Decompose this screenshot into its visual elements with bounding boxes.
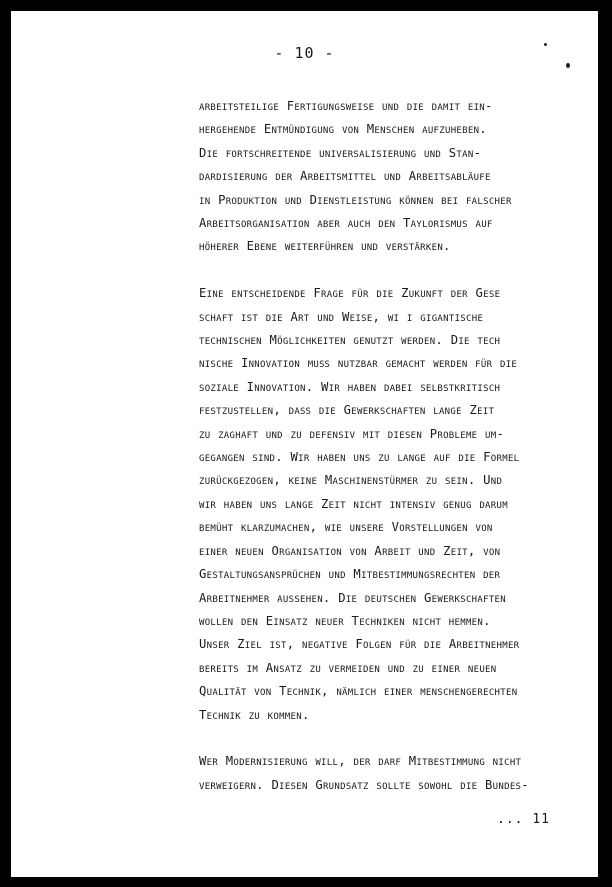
- text-line: Wer Modernisierung will, der darf Mitbestimmung nicht: [199, 754, 522, 769]
- text-line: einer neuen Organisation von Arbeit und Zeit, von: [199, 543, 501, 558]
- paragraph-1: [199, 95, 591, 259]
- text-line: Qualität von Technik, nämlich einer menschengerechten: [199, 684, 518, 699]
- scan-speck: [544, 43, 547, 46]
- text-line: verweigern. Diesen Grundsatz sollte sowohl die Bundes-: [199, 777, 529, 792]
- text-line: zurückgezogen, keine Maschinenstürmer zu sein. Und: [199, 473, 503, 488]
- body-text: [199, 95, 591, 797]
- text-line: Die fortschreitende universalisierung und Stan-: [199, 145, 482, 160]
- text-line: Gestaltungsansprüchen und Mitbestimmungsrechten der: [199, 567, 501, 582]
- paragraph-3: [199, 750, 591, 797]
- text-line: zu zaghaft und zu defensiv mit diesen Probleme um-: [199, 426, 505, 441]
- text-line: hergehende Entmündigung von Menschen aufzuheben.: [199, 122, 487, 137]
- text-line: bemüht klarzumachen, wie unsere Vorstellungen von: [199, 520, 493, 535]
- text-line: Unser Ziel ist, negative Folgen für die Arbeitnehmer: [199, 637, 520, 652]
- text-line: arbeitsteilige Fertigungsweise und die damit ein-: [199, 99, 493, 113]
- text-line: dardisierung der Arbeitsmittel und Arbeitsabläufe: [199, 169, 491, 184]
- text-line: wir haben uns lange Zeit nicht intensiv genug darum: [199, 496, 508, 511]
- text-line: wollen den Einsatz neuer Techniken nicht hemmen.: [199, 613, 491, 628]
- text-line: Arbeitnehmer aussehen. Die deutschen Gewerkschaften: [199, 590, 506, 605]
- text-line: nische Innovation muß nutzbar gemacht werden für die: [199, 356, 518, 371]
- text-line: schaft ist die Art und Weise, wi i gigantische: [199, 309, 484, 324]
- scan-speck: [566, 63, 570, 68]
- text-line: soziale Innovation. Wir haben dabei selbstkritisch: [199, 379, 501, 394]
- text-line: technischen Möglichkeiten genutzt werden. Die tech: [199, 333, 501, 348]
- page-number: - 10 -: [274, 44, 335, 62]
- text-line: gegangen sind. Wir haben uns zu lange auf die Formel: [199, 450, 520, 465]
- text-line: festzustellen, daß die Gewerkschaften lange Zeit: [199, 403, 495, 418]
- document-page: [11, 11, 598, 877]
- text-line: Technik zu kommen.: [199, 707, 310, 722]
- text-line: höherer Ebene weiterführen und verstärken.: [199, 239, 451, 254]
- text-line: Eine entscheidende Frage für die Zukunft der Gese: [199, 286, 501, 301]
- text-line: bereits im Ansatz zu vermeiden und zu einer neuen: [199, 660, 497, 675]
- paragraph-2: [199, 282, 591, 727]
- text-line: Arbeitsorganisation aber auch den Taylorismus auf: [199, 216, 493, 231]
- text-line: in Produktion und Dienstleistung können bei falscher: [199, 192, 512, 207]
- continuation-marker: ... 11: [497, 812, 550, 827]
